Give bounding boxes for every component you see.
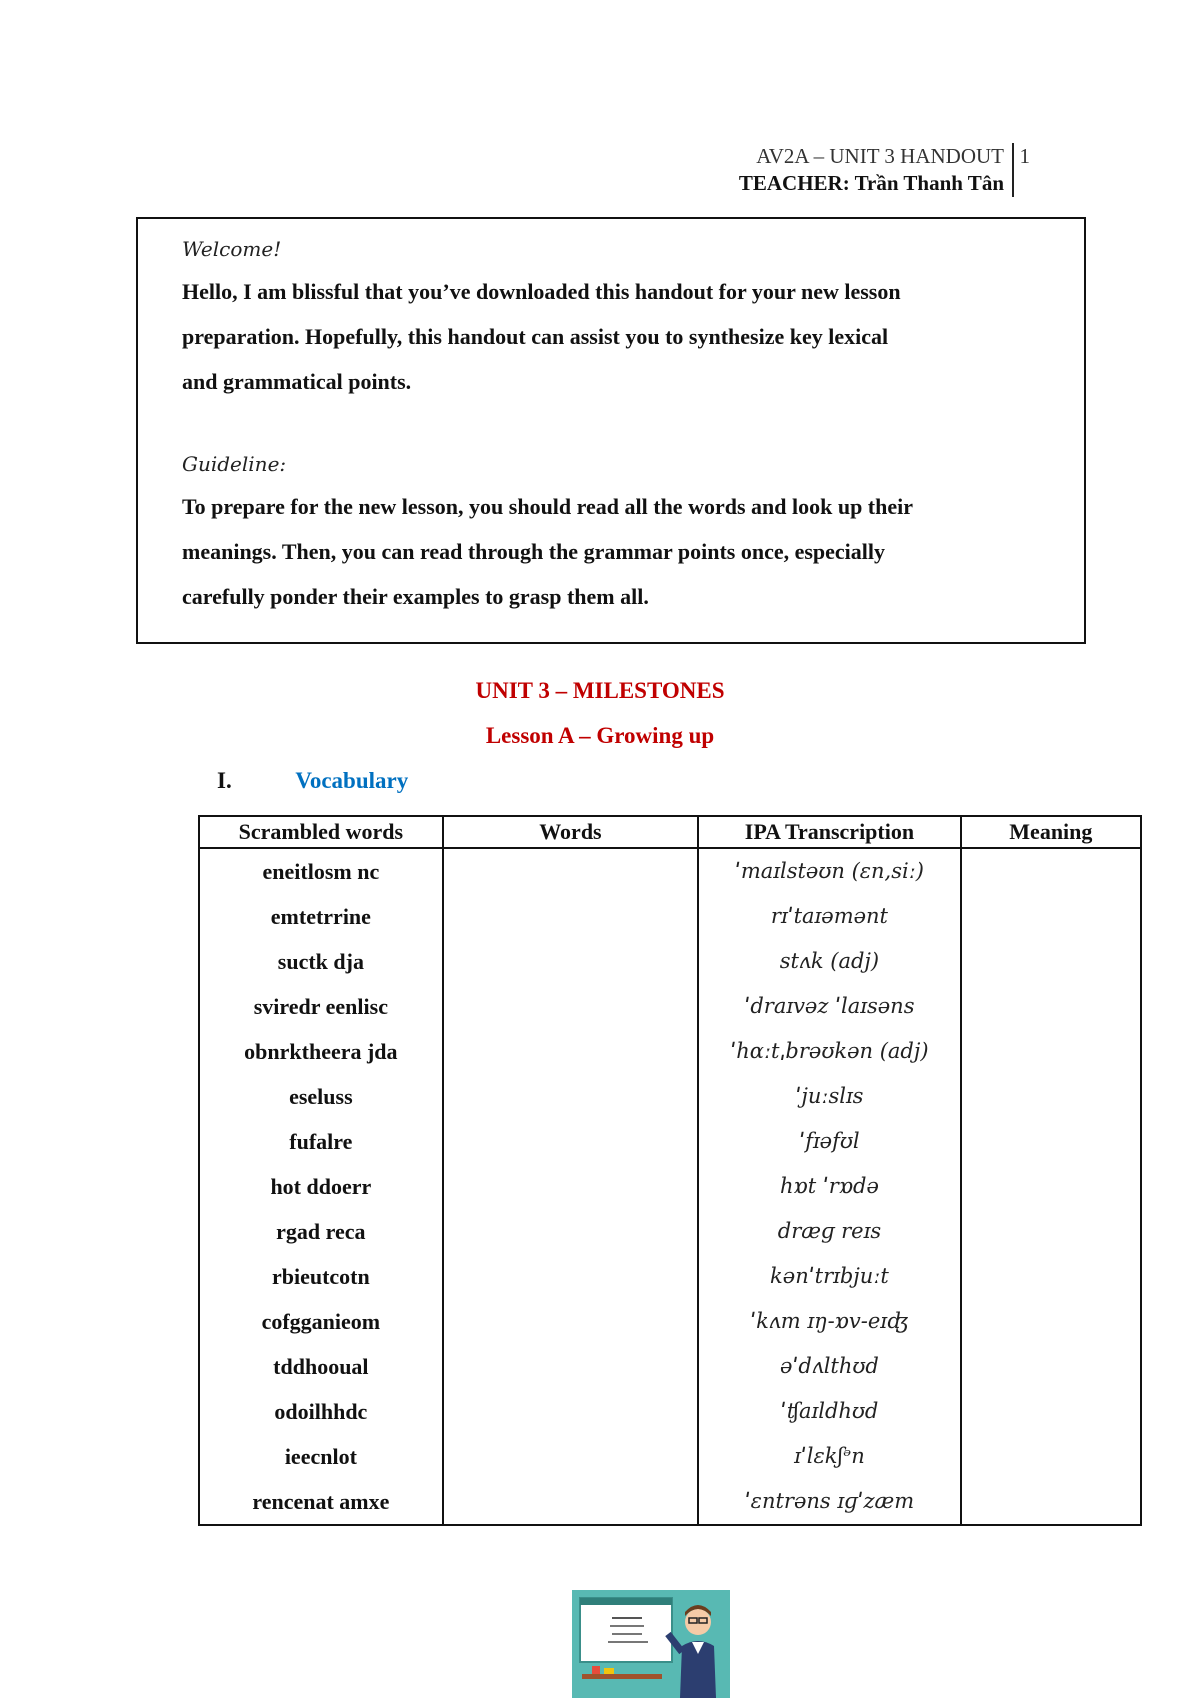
ipa-cell: ˈkʌm ɪŋ-ɒv-eɪʤ xyxy=(698,1299,961,1344)
scrambled-word-cell: rencenat amxe xyxy=(199,1479,443,1525)
table-row xyxy=(199,984,1141,1029)
welcome-line: Hello, I am blissful that you’ve downloaded this handout for your new lesson xyxy=(182,279,901,304)
scrambled-word-cell: cofgganieom xyxy=(199,1299,443,1344)
scrambled-word-cell: rgad reca xyxy=(199,1209,443,1254)
header-scrambled-words: Scrambled words xyxy=(199,816,443,848)
table-row xyxy=(199,848,1141,894)
ipa-cell: stʌk (adj) xyxy=(698,939,961,984)
meaning-cell xyxy=(961,939,1141,984)
meaning-cell xyxy=(961,848,1141,894)
meaning-cell xyxy=(961,1479,1141,1525)
table-row xyxy=(199,1344,1141,1389)
intro-box xyxy=(136,217,1086,644)
vocabulary-table xyxy=(198,815,1142,1526)
ipa-cell: ˈdraɪvəz ˈlaɪsəns xyxy=(698,984,961,1029)
table-row xyxy=(199,939,1141,984)
handout-title: AV2A – UNIT 3 HANDOUT xyxy=(756,144,1004,168)
meaning-cell xyxy=(961,984,1141,1029)
meaning-cell xyxy=(961,1254,1141,1299)
scrambled-word-cell: emtetrrine xyxy=(199,894,443,939)
word-cell xyxy=(443,1029,698,1074)
scrambled-word-cell: hot ddoerr xyxy=(199,1164,443,1209)
ipa-cell: ˈhɑːtˌbrəʊkən (adj) xyxy=(698,1029,961,1074)
word-cell xyxy=(443,1299,698,1344)
word-cell xyxy=(443,1074,698,1119)
table-row xyxy=(199,1254,1141,1299)
spacer xyxy=(182,404,1040,444)
ipa-cell: rɪˈtaɪəmənt xyxy=(698,894,961,939)
table-row xyxy=(199,1479,1141,1525)
vocabulary-table-body xyxy=(199,848,1141,1525)
word-cell xyxy=(443,1389,698,1434)
ipa-cell: ɪˈlɛkʃᵊn xyxy=(698,1434,961,1479)
ipa-cell: ˈɛntrəns ɪɡˈzæm xyxy=(698,1479,961,1525)
ipa-cell: dræɡ reɪs xyxy=(698,1209,961,1254)
table-row xyxy=(199,1209,1141,1254)
scrambled-word-cell: eseluss xyxy=(199,1074,443,1119)
word-cell xyxy=(443,1479,698,1525)
page-number: 1 xyxy=(1019,144,1030,168)
meaning-cell xyxy=(961,1344,1141,1389)
table-header-row xyxy=(199,816,1141,848)
scrambled-word-cell: eneitlosm nc xyxy=(199,848,443,894)
teacher-illustration-icon xyxy=(572,1590,730,1698)
lesson-title: Lesson A – Growing up xyxy=(485,723,715,748)
meaning-cell xyxy=(961,1119,1141,1164)
table-row xyxy=(199,1029,1141,1074)
ipa-cell: ˈjuːslɪs xyxy=(698,1074,961,1119)
word-cell xyxy=(443,1254,698,1299)
table-row xyxy=(199,1389,1141,1434)
header-text-block xyxy=(739,143,1014,197)
table-row xyxy=(199,1119,1141,1164)
table-row xyxy=(199,894,1141,939)
word-cell xyxy=(443,894,698,939)
ipa-cell: hɒt ˈrɒdə xyxy=(698,1164,961,1209)
scrambled-word-cell: ieecnlot xyxy=(199,1434,443,1479)
section-number: I. xyxy=(217,768,232,793)
guideline-label: Guideline: xyxy=(182,452,287,476)
word-cell xyxy=(443,1344,698,1389)
welcome-line: preparation. Hopefully, this handout can assist you to synthesize key lexical xyxy=(182,324,889,349)
meaning-cell xyxy=(961,1164,1141,1209)
ipa-cell: kənˈtrɪbjuːt xyxy=(698,1254,961,1299)
guideline-line: To prepare for the new lesson, you should read all the words and look up their xyxy=(182,494,914,519)
word-cell xyxy=(443,1209,698,1254)
scrambled-word-cell: tddhooual xyxy=(199,1344,443,1389)
guideline-line: carefully ponder their examples to grasp them all. xyxy=(182,584,649,609)
meaning-cell xyxy=(961,1029,1141,1074)
teacher-whiteboard-icon xyxy=(572,1590,730,1698)
table-row xyxy=(199,1434,1141,1479)
table-row xyxy=(199,1164,1141,1209)
meaning-cell xyxy=(961,894,1141,939)
meaning-cell xyxy=(961,1299,1141,1344)
section-title: Vocabulary xyxy=(295,768,409,793)
word-cell xyxy=(443,1434,698,1479)
word-cell xyxy=(443,1164,698,1209)
meaning-cell xyxy=(961,1389,1141,1434)
ipa-cell: ˈʧaɪldhʊd xyxy=(698,1389,961,1434)
teacher-name: TEACHER: Trần Thanh Tân xyxy=(738,171,1004,195)
header-ipa-transcription: IPA Transcription xyxy=(698,816,961,848)
scrambled-word-cell: fufalre xyxy=(199,1119,443,1164)
ipa-cell: ˈmaɪlstəʊn (ɛn,siː) xyxy=(698,848,961,894)
welcome-line: and grammatical points. xyxy=(182,369,412,394)
ipa-cell: ˈfɪəfʊl xyxy=(698,1119,961,1164)
meaning-cell xyxy=(961,1434,1141,1479)
header-words: Words xyxy=(443,816,698,848)
welcome-label: Welcome! xyxy=(182,237,282,261)
scrambled-word-cell: obnrktheera jda xyxy=(199,1029,443,1074)
table-row xyxy=(199,1074,1141,1119)
meaning-cell xyxy=(961,1074,1141,1119)
guideline-line: meanings. Then, you can read through the grammar points once, especially xyxy=(182,539,886,564)
word-cell xyxy=(443,1119,698,1164)
scrambled-word-cell: odoilhhdc xyxy=(199,1389,443,1434)
scrambled-word-cell: sviredr eenlisc xyxy=(199,984,443,1029)
header-meaning: Meaning xyxy=(961,816,1141,848)
scrambled-word-cell: rbieutcotn xyxy=(199,1254,443,1299)
table-row xyxy=(199,1299,1141,1344)
unit-title: UNIT 3 – MILESTONES xyxy=(475,678,725,703)
word-cell xyxy=(443,984,698,1029)
scrambled-word-cell: suctk dja xyxy=(199,939,443,984)
word-cell xyxy=(443,939,698,984)
meaning-cell xyxy=(961,1209,1141,1254)
word-cell xyxy=(443,848,698,894)
section-heading xyxy=(217,768,408,794)
ipa-cell: əˈdʌlthʊd xyxy=(698,1344,961,1389)
